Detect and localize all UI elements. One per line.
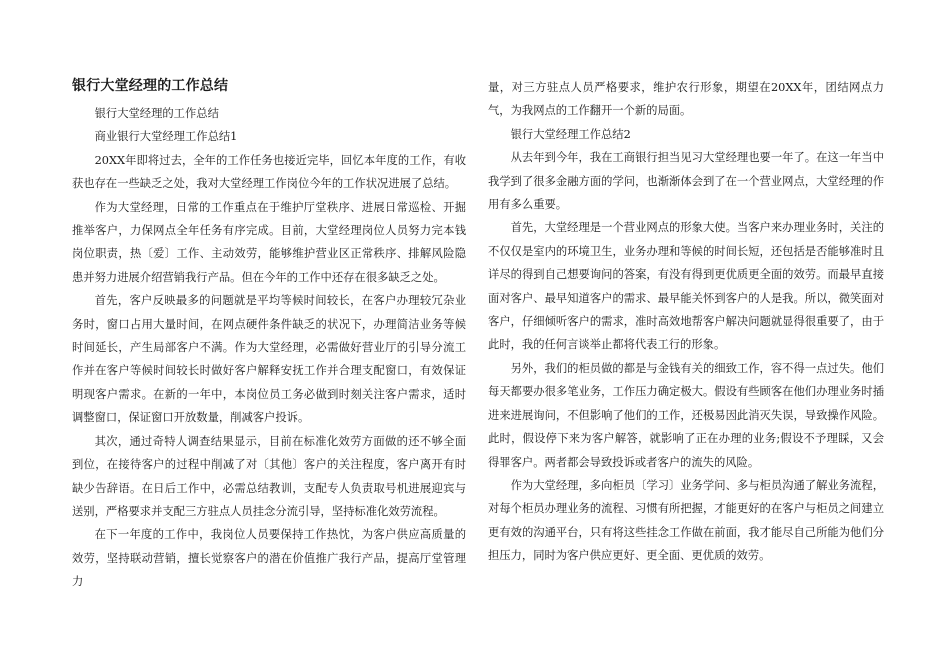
left-column (72, 76, 466, 594)
paragraph: 作为大堂经理，日常的工作重点在于维护厅堂秩序、进展日常巡检、开掘推举客户，力保网点全年任务有序完成。目前，大堂经理岗位人员努力完本钱岗位职责，热〔爱〕工作、主动效劳，能够维护营业区正常秩序、排解风险隐患并努力进展介绍营销我行产品。但在今年的工作中还存在很多缺乏之处。 (72, 200, 466, 284)
right-column (488, 76, 884, 568)
paragraph: 银行大堂经理工作总结2 (510, 127, 631, 141)
paragraph: 20XX年即将过去，全年的工作任务也接近完毕，回忆本年度的工作，有收获也存在一些缺乏之处，我对大堂经理工作岗位今年的工作状况进展了总结。 (72, 153, 466, 191)
paragraph: 在下一年度的工作中，我岗位人员要保持工作热忱，为客户供应高质量的效劳，坚持联动营销，擅长觉察客户的潜在价值推广我行产品，提高厅堂管理力 (72, 528, 466, 589)
paragraph: 商业银行大堂经理工作总结1 (94, 130, 238, 144)
document-title: 银行大堂经理的工作总结 (72, 78, 229, 94)
paragraph-continued: 量，对三方驻点人员严格要求，维护农行形象，期望在20XX年，团结网点力气，为我网点的工作翻开一个新的局面。 (488, 81, 884, 118)
paragraph: 首先，大堂经理是一个营业网点的形象大使。当客户来办理业务时，关注的不仅仅是室内的环境卫生，业务办理和等候的时间长短，还包括是否能够准时且详尽的得到自己想要询问的答案，有没有得到更优质更全面的效劳。而最早直接面对客户、最早知道客户的需求、最早能关怀到客户的人是我。所以，微笑面对客户，仔细倾听客户的需求，准时高效地帮客户解决问题就显得很重要了，由于此时，我的任何言谈举止都将代表工行的形象。 (488, 221, 884, 352)
paragraph: 其次，通过奇特人调查结果显示，目前在标准化效劳方面做的还不够全面到位，在接待客户的过程中削减了对〔其他〕客户的关注程度，客户离开有时缺少告辞语。在日后工作中，必需总结教训，支配专人负责取号机进展迎宾与送别，严格要求并支配三方驻点人员挂念分流引导，坚持标准化效劳流程。 (72, 434, 466, 518)
paragraph: 从去年到今年，我在工商银行担当见习大堂经理也要一年了。在这一年当中我学到了很多金融方面的学问，也渐渐体会到了在一个营业网点，大堂经理的作用有多么重要。 (488, 151, 884, 212)
paragraph: 银行大堂经理的工作总结 (94, 107, 219, 120)
paragraph: 另外，我们的柜员做的都是与金钱有关的细致工作，容不得一点过失。他们每天都要办很多笔业务，工作压力确定极大。假设有些顾客在他们办理业务时插进来进展询问，不但影响了他们的工作，还极易因此消灭失误，导致操作风险。此时，假设停下来为客户解答，就影响了正在办理的业务;假设不予理睬，又会得罪客户。两者都会导致投诉或者客户的流失的风险。 (488, 361, 884, 469)
paragraph: 首先，客户反映最多的问题就是平均等候时间较长，在客户办理较冗杂业务时，窗口占用大量时间，在网点硬件条件缺乏的状况下，办理简洁业务等候时间延长，产生局部客户不满。作为大堂经理，必需做好营业厅的引导分流工作并在客户等候时间较长时做好客户解释安抚工作并合理支配窗口，有效保证明现客户需求。在新的一年中，本岗位员工务必做到时刻关注客户需求，适时调整窗口，保证窗口开放数量，削减客户投诉。 (72, 294, 466, 425)
paragraph: 作为大堂经理，多向柜员〔学习〕业务学问、多与柜员沟通了解业务流程，对每个柜员办理业务的流程、习惯有所把握，才能更好的在客户与柜员之间建立更有效的沟通平台，只有将这些挂念工作做在前面，我才能尽自己所能为他们分担压力，同时为客户供应更好、更全面、更优质的效劳。 (488, 478, 884, 563)
